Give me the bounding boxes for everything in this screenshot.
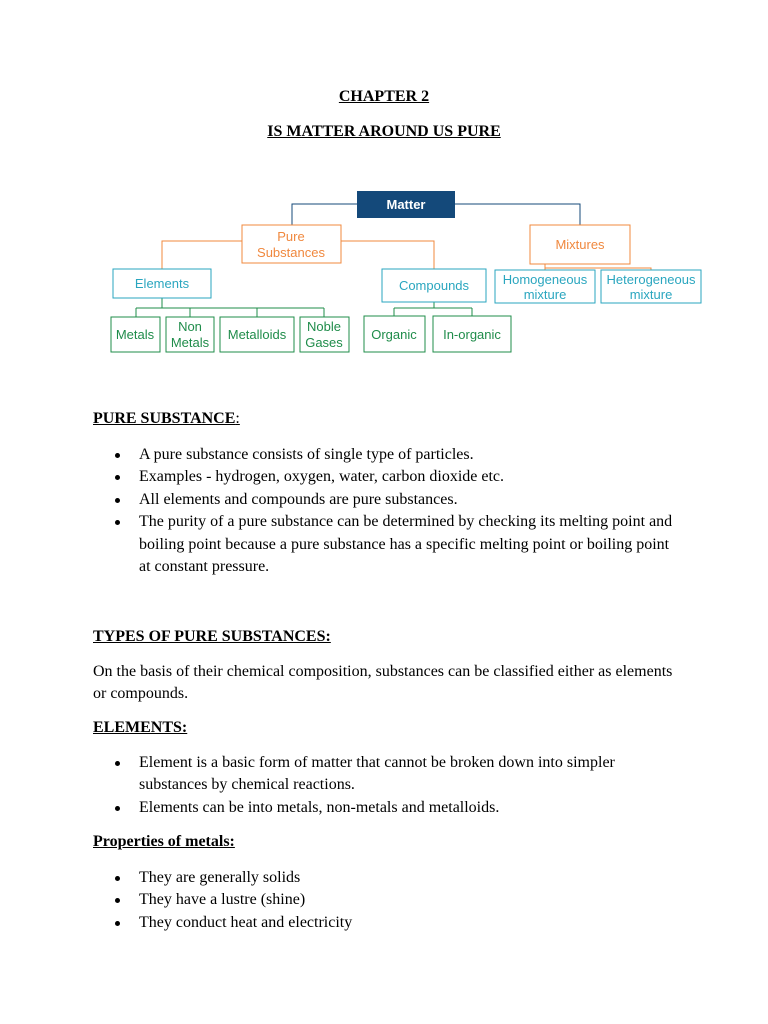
page-title: IS MATTER AROUND US PURE: [267, 123, 501, 140]
list-item: They conduct heat and electricity: [139, 912, 693, 935]
pure-substance-heading: PURE SUBSTANCE:: [93, 410, 240, 427]
types-heading: TYPES OF PURE SUBSTANCES:: [93, 628, 331, 645]
svg-text:Organic: Organic: [371, 327, 417, 342]
node-mixtures: [530, 225, 630, 264]
elements-list: [93, 752, 639, 820]
svg-text:mixture: mixture: [523, 287, 567, 302]
connector-matter-mixtures: [455, 204, 580, 225]
matter-classification-diagram: [0, 180, 768, 370]
elements-section: [93, 717, 693, 819]
node-noble-gases: [300, 317, 349, 352]
node-organic: [364, 316, 425, 352]
metals-section: [93, 831, 693, 934]
node-non-metals: [166, 317, 214, 352]
list-item: They are generally solids: [139, 867, 693, 890]
svg-text:Elements: Elements: [134, 276, 190, 291]
connector-pure-compounds: [341, 241, 434, 269]
list-item: They have a lustre (shine): [139, 889, 693, 912]
node-metalloids: [220, 317, 294, 352]
svg-text:Homogeneous: Homogeneous: [502, 272, 588, 287]
list-item: A pure substance consists of single type of particles.: [139, 444, 679, 467]
pure-substance-section: [93, 408, 693, 579]
connector-matter-pure: [292, 204, 357, 225]
svg-text:Metalloids: Metalloids: [227, 327, 287, 342]
svg-text:Pure: Pure: [277, 229, 305, 244]
types-section: [93, 626, 673, 706]
svg-text:Non: Non: [178, 319, 202, 334]
types-text: On the basis of their chemical composition, substances can be classified either as elements or compounds.: [93, 662, 673, 702]
chapter-heading: CHAPTER 2: [338, 88, 430, 105]
pure-substance-list: [93, 444, 679, 579]
svg-text:Mixtures: Mixtures: [555, 237, 605, 252]
svg-text:mixture: mixture: [629, 287, 673, 302]
list-item: Examples - hydrogen, oxygen, water, carbon dioxide etc.: [139, 466, 679, 489]
svg-text:Gases: Gases: [305, 335, 343, 350]
list-item: Elements can be into metals, non-metals and metalloids.: [139, 797, 639, 820]
svg-text:Compounds: Compounds: [398, 278, 470, 293]
node-elements: [113, 269, 211, 298]
svg-text:Heterogeneous: Heterogeneous: [606, 272, 696, 287]
node-heterogeneous-mixture: [601, 270, 701, 303]
connector-pure-elements: [162, 241, 242, 269]
svg-text:Noble: Noble: [307, 319, 341, 334]
list-item: The purity of a pure substance can be determined by checking its melting point and boiling point because a pure substance has a specific melting point or boiling point at constant pressure.: [139, 511, 679, 579]
svg-text:In-organic: In-organic: [443, 327, 501, 342]
elements-heading: ELEMENTS:: [93, 719, 188, 736]
metals-heading: Properties of metals:: [93, 833, 235, 850]
svg-text:Metals: Metals: [115, 327, 155, 342]
node-homogeneous-mixture: [495, 270, 595, 303]
node-in-organic: [433, 316, 511, 352]
node-metals: [111, 317, 160, 352]
list-item: All elements and compounds are pure substances.: [139, 489, 679, 512]
list-item: Element is a basic form of matter that cannot be broken down into simpler substances by chemical reactions.: [139, 752, 639, 797]
svg-text:Matter: Matter: [386, 197, 426, 212]
svg-text:Substances: Substances: [257, 245, 325, 260]
node-pure-substances: [242, 225, 341, 263]
node-matter: [357, 191, 455, 218]
node-compounds: [382, 269, 486, 302]
svg-text:Metals: Metals: [170, 335, 210, 350]
metals-list: [93, 867, 693, 935]
